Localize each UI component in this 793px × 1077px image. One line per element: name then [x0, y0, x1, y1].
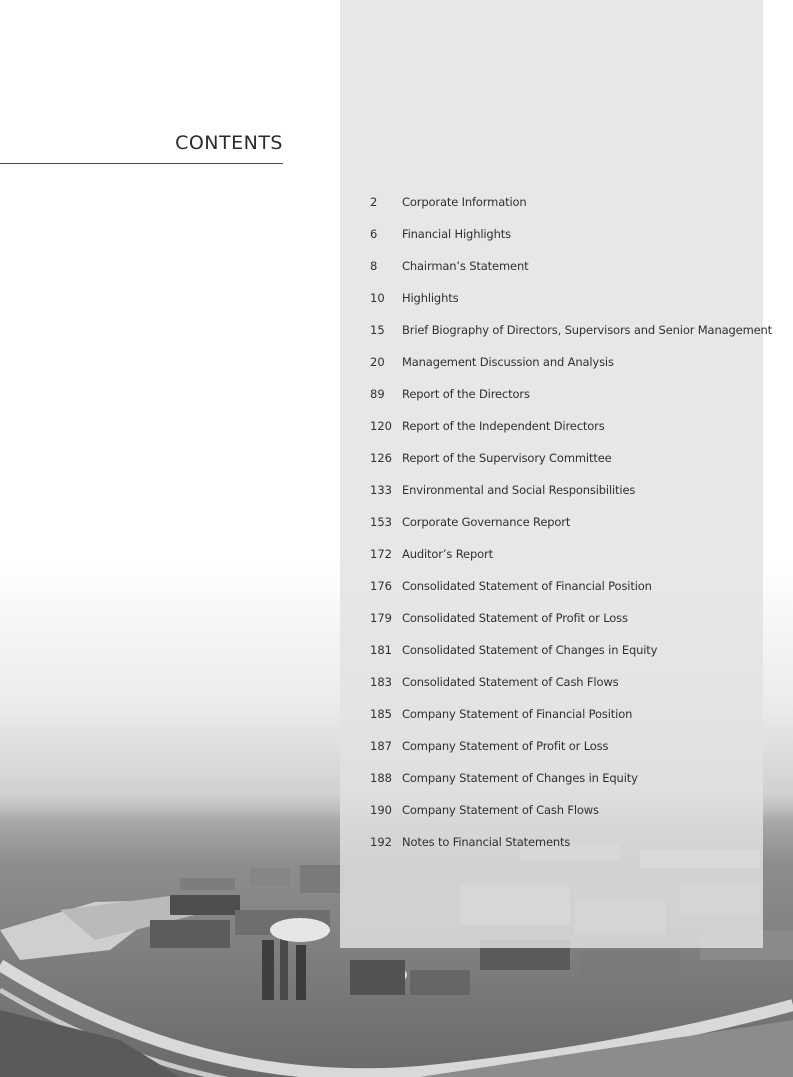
toc-entry-title: Highlights — [402, 291, 459, 305]
toc-entry-title: Company Statement of Financial Position — [402, 707, 633, 721]
toc-entry-title: Auditor’s Report — [402, 547, 493, 561]
toc-page-number: 133 — [370, 483, 392, 497]
toc-entry-title: Report of the Directors — [402, 387, 530, 401]
toc-entry[interactable] — [370, 642, 770, 674]
toc-entry-title: Company Statement of Changes in Equity — [402, 771, 638, 785]
toc-entry-title: Corporate Information — [402, 195, 527, 209]
toc-page-number: 89 — [370, 387, 385, 401]
toc-entry[interactable] — [370, 386, 770, 418]
toc-page-number: 179 — [370, 611, 392, 625]
toc-entry[interactable] — [370, 226, 770, 258]
toc-entry[interactable] — [370, 834, 770, 866]
toc-page-number: 153 — [370, 515, 392, 529]
toc-page-number: 172 — [370, 547, 392, 561]
toc-page-number: 126 — [370, 451, 392, 465]
toc-page-number: 192 — [370, 835, 392, 849]
toc-entry[interactable] — [370, 802, 770, 834]
toc-entry[interactable] — [370, 610, 770, 642]
toc-entry-title: Notes to Financial Statements — [402, 835, 571, 849]
toc-page-number: 181 — [370, 643, 392, 657]
toc-entry[interactable] — [370, 674, 770, 706]
toc-entry[interactable] — [370, 290, 770, 322]
toc-entry[interactable] — [370, 546, 770, 578]
toc-page-number: 190 — [370, 803, 392, 817]
toc-page-number: 2 — [370, 195, 378, 209]
toc-entry-title: Financial Highlights — [402, 227, 511, 241]
toc-entry-title: Report of the Supervisory Committee — [402, 451, 612, 465]
toc-page-number: 6 — [370, 227, 378, 241]
toc-entry[interactable] — [370, 258, 770, 290]
toc-entry-title: Report of the Independent Directors — [402, 419, 605, 433]
toc-page-number: 10 — [370, 291, 385, 305]
toc-entry-title: Brief Biography of Directors, Supervisors and Senior Management — [402, 323, 773, 337]
toc-entry[interactable] — [370, 706, 770, 738]
contents-heading — [0, 130, 283, 164]
toc-entry-title: Consolidated Statement of Financial Position — [402, 579, 652, 593]
toc-entry-title: Environmental and Social Responsibilities — [402, 483, 636, 497]
toc-page-number: 15 — [370, 323, 385, 337]
toc-entry[interactable] — [370, 738, 770, 770]
toc-entry-title: Company Statement of Cash Flows — [402, 803, 599, 817]
toc-entry-title: Consolidated Statement of Changes in Equity — [402, 643, 658, 657]
table-of-contents — [370, 194, 773, 866]
toc-entry-title: Management Discussion and Analysis — [402, 355, 614, 369]
toc-page-number: 185 — [370, 707, 392, 721]
toc-entry[interactable] — [370, 514, 770, 546]
toc-page-number: 188 — [370, 771, 392, 785]
toc-entry[interactable] — [370, 770, 770, 802]
toc-entry[interactable] — [370, 482, 770, 514]
toc-entry-title: Corporate Governance Report — [402, 515, 571, 529]
toc-entry-title: Consolidated Statement of Profit or Loss — [402, 611, 628, 625]
toc-entry[interactable] — [370, 322, 773, 354]
toc-entry[interactable] — [370, 194, 770, 226]
toc-entry[interactable] — [370, 354, 770, 386]
toc-page-number: 187 — [370, 739, 392, 753]
toc-page-number: 120 — [370, 419, 392, 433]
toc-entry-title: Company Statement of Profit or Loss — [402, 739, 609, 753]
toc-page-number: 183 — [370, 675, 392, 689]
toc-entry[interactable] — [370, 450, 770, 482]
toc-entry-title: Consolidated Statement of Cash Flows — [402, 675, 619, 689]
toc-entry-title: Chairman’s Statement — [402, 259, 529, 273]
toc-page-number: 176 — [370, 579, 392, 593]
toc-entry[interactable] — [370, 578, 770, 610]
toc-page-number: 20 — [370, 355, 385, 369]
page-title: CONTENTS — [175, 132, 283, 154]
toc-entry[interactable] — [370, 418, 770, 450]
toc-page-number: 8 — [370, 259, 378, 273]
